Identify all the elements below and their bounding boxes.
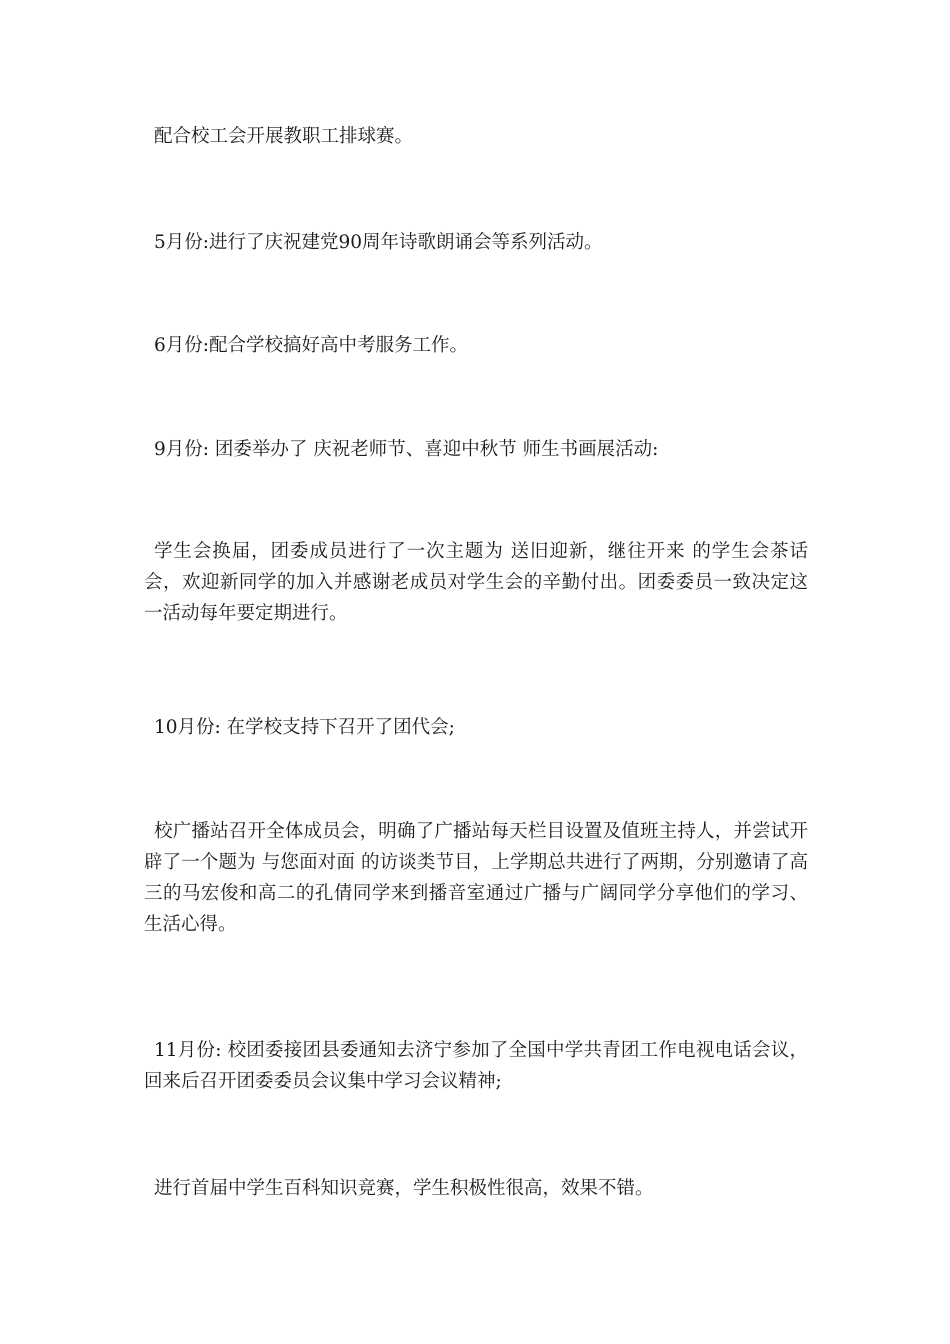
paragraph-union-volleyball: 配合校工会开展教职工排球赛。	[154, 126, 414, 147]
paragraph-november: 11月份: 校团委接团县委通知去济宁参加了全国中学共青团工作电视电话会议，回来后召开团委委员会议集中学习会议精神;	[144, 1040, 808, 1092]
paragraph-broadcast-station: 校广播站召开全体成员会，明确了广播站每天栏目设置及值班主持人，并尝试开辟了一个题为 与您面对面 的访谈类节目，上学期总共进行了两期，分别邀请了高三的马宏俊和高二的孔倩同学来到播音室通过广播与广阔同学分享他们的学习、生活心得。	[144, 821, 808, 935]
paragraph-october: 10月份: 在学校支持下召开了团代会;	[154, 717, 455, 738]
paragraph-knowledge-contest: 进行首届中学生百科知识竞赛，学生积极性很高，效果不错。	[154, 1178, 654, 1199]
paragraph-september: 9月份: 团委举办了 庆祝老师节、喜迎中秋节 师生书画展活动:	[154, 439, 659, 460]
paragraph-may: 5月份:进行了庆祝建党90周年诗歌朗诵会等系列活动。	[154, 232, 603, 253]
paragraph-student-union: 学生会换届，团委成员进行了一次主题为 送旧迎新，继往开来 的学生会茶话会，欢迎新同学的加入并感谢老成员对学生会的辛勤付出。团委委员一致决定这一活动每年要定期进行。	[144, 541, 808, 624]
paragraph-june: 6月份:配合学校搞好高中考服务工作。	[154, 335, 469, 356]
